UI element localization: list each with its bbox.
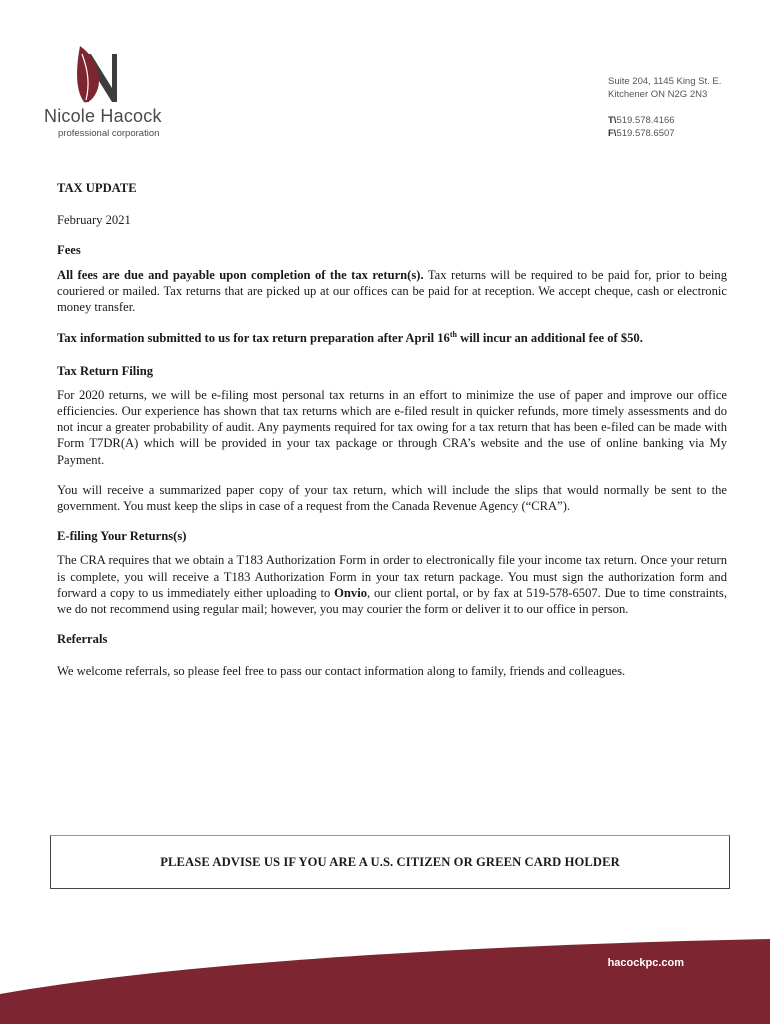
late-fee-superscript: th [449,330,457,340]
letter-title: TAX UPDATE [57,181,137,195]
late-fee-paragraph [57,327,727,346]
footer-band [0,939,770,1024]
logo-name: Nicole Hacock [44,106,162,126]
referrals-heading: Referrals [57,632,108,647]
filing-paragraph-1: For 2020 returns, we will be e-filing most personal tax returns in an effort to minimize the use of paper and improve our office efficiencies. Our experience has shown that tax returns which are e-filed result in quicker refunds, more timely assessments and do not incur a greater probability of audit. Any payments required for tax owing for a tax return that has been e-filed can be made with Form T7DR(A) which will be provided in your tax package or through CRA’s website and the use of online banking via My Payment. [57,387,727,467]
fees-heading: Fees [57,243,81,258]
filing-paragraph-2: You will receive a summarized paper copy of your tax return, which will include the slips that would normally be sent to the government. You must keep the slips in case of a request from the Canada Revenue Agency (“CRA”). [57,482,727,514]
referrals-paragraph: We welcome referrals, so please feel free to pass our contact information along to family, friends and colleagues. [57,664,626,679]
late-fee-text-b: will incur an additional fee of $50. [456,331,643,346]
filing-heading: Tax Return Filing [57,363,154,378]
fax-number: 519.578.6507 [616,128,675,139]
late-fee-text-a: Tax information submitted to us for tax return preparation after April 16 [57,331,450,346]
fees-text: Tax returns will be required to be paid for, prior to being couriered or mailed. Tax returns that are picked up at our offices can be paid for at reception. We accept cheque, cash or electronic money transfer. [57,267,727,315]
fax-line [608,127,721,140]
efiling-paragraph [57,552,727,617]
fax-prefix: F\ [608,128,617,139]
logo-mark [44,44,134,104]
fees-paragraph [57,267,727,316]
citizenship-notice: PLEASE ADVISE US IF YOU ARE A U.S. CITIZEN OR GREEN CARD HOLDER [160,854,620,869]
efiling-heading: E-filing Your Returns(s) [57,529,187,544]
citizenship-notice-box [50,835,730,889]
footer-website-link[interactable]: hacockpc.com [607,957,684,969]
efiling-text-b: , our client portal, or by fax at 519-578-6507. Due to time constraints, we do not recommend using regular mail; however, you may courier the form or deliver it to our office in person. [57,585,727,617]
logo-subtitle: professional corporation [58,128,160,139]
letter-date: February 2021 [57,213,131,228]
phone-prefix: T\ [608,115,617,126]
logo-feather-icon [77,46,99,102]
fees-bold: All fees are due and payable upon completion of the tax return(s). [57,267,424,282]
address-line-1: Suite 204, 1145 King St. E. [608,76,722,87]
efiling-text-a: The CRA requires that we obtain a T183 Authorization Form in order to electronically file your income tax return. Once your return is complete, you will receive a T183 Authorization Form in your tax return package. You must sign the authorization form and forward a copy to us immediately either uploading to [57,553,727,600]
onvio-bold: Onvio [334,585,368,600]
phone-number: 519.578.4166 [616,115,675,126]
logo [44,44,174,104]
letter-body [57,180,727,680]
phone-line [608,114,721,127]
address-line-2: Kitchener ON N2G 2N3 [608,89,708,100]
address-block [608,75,721,140]
